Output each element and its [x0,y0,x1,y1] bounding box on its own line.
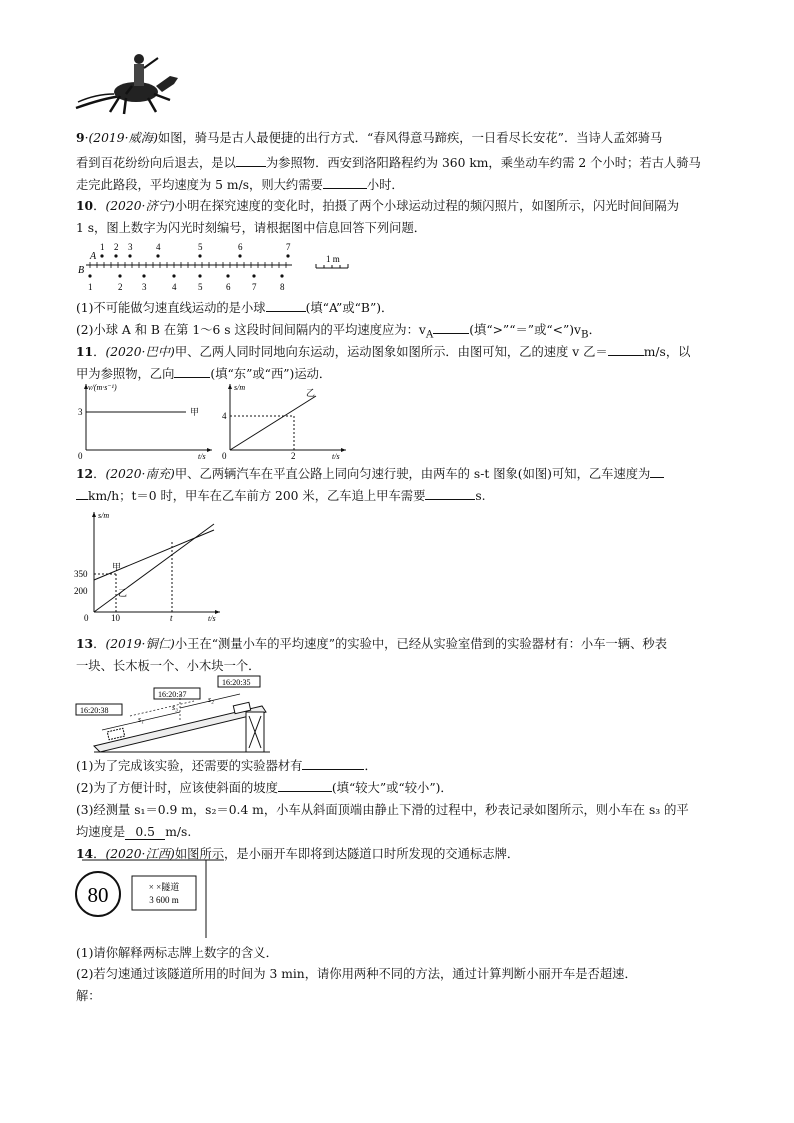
q12-text1a: 甲、乙两辆汽车在平直公路上同向匀速行驶，由两车的 s-t 图象(如图)可知，乙车速度为 [174,467,651,481]
q14-number: 14 [76,846,94,861]
q11-graph-distance [220,382,350,460]
q11-g1-yval: 3 [78,407,83,417]
q11-source: (2020·巴中) [105,345,175,359]
q13-incline-figure [74,672,274,756]
q9-text3b: 小时． [366,178,404,192]
q10-a-num-1: 1 [100,242,105,252]
q9-text1: 如图，骑马是古人最便捷的出行方式．“春风得意马蹄疾，一日看尽长安花”．当诗人孟郊骑马 [157,131,663,145]
q12-line2 [76,489,486,503]
q13-blank2[interactable] [278,791,332,792]
q10-blank1[interactable] [266,311,306,312]
q14-source: (2020·江西) [105,847,175,861]
q12-blank1[interactable] [650,477,664,478]
q13-sub2a: (2)为了方便计时，应该使斜面的坡度 [76,781,278,795]
q10-a-num-3: 3 [128,242,133,252]
q11-line1: 11．(2020·巴中)甲、乙两人同时同地向东运动，运动图象如图所示．由图可知，乙的速度 v 乙＝ m/s，以 [76,344,691,359]
q10-sub1a: (1)不可能做匀速直线运动的是小球 [76,301,266,315]
q14-tunnel-length: 3 600 m [149,895,179,905]
q9-text2b: 为参照物．西安到洛阳路程约为 360 km，乘坐动车约需 2 个小时；若古人骑马 [265,156,701,170]
q10-sub1b: (填“A”或“B”)． [305,301,394,315]
q13-sub3 [76,803,689,817]
q10-label-b: B [78,265,85,276]
q10-number: 10 [76,198,94,213]
q11-text1a: 甲、乙两人同时同地向东运动，运动图象如图所示．由图可知，乙的速度 v 乙＝ [174,345,608,359]
q13-source: (2019·铜仁) [105,637,175,651]
q10-sub2a: (2)小球 A 和 B 在第 1～6 s 这段时间间隔内的平均速度应为：v [76,323,426,337]
q9-text3a: 走完此路段，平均速度为 5 m/s，则大约需要 [76,178,323,192]
q10-b-num-6: 6 [226,282,231,292]
q12-origin: 0 [84,613,89,623]
q9-blank2[interactable] [323,188,367,189]
q12-ylabel: s/m [98,511,110,520]
q13-answer: 0.5 [125,825,165,840]
q10-text2: 1 s，图上数字为闪光时刻编号，请根据图中信息回答下列问题． [76,221,427,235]
q13-sub3c: m/s. [165,825,192,839]
q14-sub1 [76,946,278,960]
q10-line2 [76,221,426,235]
q10-scale-label: 1 m [326,254,340,264]
q11-number: 11 [76,344,94,359]
q11-g2-xval: 2 [291,451,296,460]
q14-sub1: (1)请你解释两标志牌上数字的含义． [76,946,278,960]
q13-text2: 一块、长木板一个、小木块一个． [76,659,261,673]
q10-b-num-5: 5 [198,282,203,292]
q12-blank2[interactable] [425,499,475,500]
q11-graph-velocity [76,382,216,460]
q14-tunnel-name: × ×隧道 [148,882,180,892]
q13-sub1a: (1)为了完成该实验，还需要的实验器材有 [76,759,303,773]
q10-strobe-figure [76,240,356,296]
q13-line1: 13．(2019·铜仁)小王在“测量小车的平均速度”的实验中，已经从实验室借到的实验器材有：小车一辆、秒表 [76,636,667,651]
q11-g2-origin: 0 [222,451,227,460]
q13-text1: 小王在“测量小车的平均速度”的实验中，已经从实验室借到的实验器材有：小车一辆、秒表 [174,637,667,651]
q10-b-num-7: 7 [252,282,257,292]
q10-a-num-7: 7 [286,242,291,252]
q11-blank1[interactable] [608,355,644,356]
q11-g2-series: 乙 [306,388,316,398]
q13-sub3b: 均速度是 [76,825,126,839]
q14-sub2 [76,967,637,981]
q12-text2a: km/h；t＝0 时，甲车在乙车前方 200 米，乙车追上甲车需要 [88,489,426,503]
q11-blank2[interactable] [174,377,210,378]
q9-number: 9 [76,130,85,145]
q14-answer-label [76,989,101,1003]
q13-sub1 [76,759,377,773]
q14-sub2: (2)若匀速通过该隧道所用的时间为 3 min，请你用两种不同的方法，通过计算判断小丽开车是否超速． [76,967,637,981]
q14-text1: 如图所示，是小丽开车即将到达隧道口时所发现的交通标志牌． [174,847,520,861]
q12-y1: 350 [74,569,88,579]
q10-sub1 [76,301,393,315]
q12-blank1-cont [76,499,88,500]
q11-g2-xlabel: t/s [332,452,340,460]
q12-y2: 200 [74,586,88,596]
q10-a-num-5: 5 [198,242,203,252]
q13-number: 13 [76,636,94,651]
q13-time1: 16:20:38 [80,706,109,715]
q10-b-num-2: 2 [118,282,123,292]
q10-label-a: A [90,251,97,262]
q11-text2b: (填“东”或“西”)运动． [210,367,332,381]
q12-number: 12 [76,466,94,481]
q11-g2-ylabel: s/m [234,383,246,392]
q10-b-num-3: 3 [142,282,147,292]
q13-s2: s₂ [208,695,214,704]
q10-line1: 10．(2020·济宁)小明在探究速度的变化时，拍摄了两个小球运动过程的频闪照片，如图所示，闪光时间间隔为 [76,198,680,213]
q12-label-yi: 乙 [118,588,128,598]
q12-source: (2020·南充) [105,467,175,481]
q13-time3: 16:20:35 [222,678,251,687]
q10-blank2[interactable] [433,333,469,334]
q9-line2 [76,156,701,170]
q10-a-num-2: 2 [114,242,119,252]
q12-xlabel: t/s [208,614,216,623]
q12-text2b: s. [475,489,486,503]
q9-source: (2019·威海) [88,131,158,145]
q12-graph [72,508,232,626]
q13-s1: s₁ [138,715,144,724]
q10-sub2: (2)小球 A 和 B 在第 1～6 s 这段时间间隔内的平均速度应为：$v_A$ (填“>”“＝”或“$<”)v_B$． [76,323,601,341]
q9-line3 [76,178,404,192]
q10-a-num-4: 4 [156,242,161,252]
q10-sub2b: (填“>”“＝”或“<”)v [469,323,582,337]
q11-line2 [76,367,331,381]
q14-traffic-signs [72,858,232,940]
q13-sub3-line2 [76,825,191,840]
q12-x2: t [170,613,173,623]
q14-answer-label-text: 解： [76,989,101,1003]
q14-line1: 14．(2020·江西)如图所示，是小丽开车即将到达隧道口时所发现的交通标志牌． [76,846,520,861]
q13-sub1b: ． [364,759,377,773]
q11-text1b: m/s，以 [643,345,691,359]
q10-b-num-1: 1 [88,282,93,292]
q11-g1-origin: 0 [78,451,83,460]
q13-time2: 16:20:37 [158,690,187,699]
q10-b-num-4: 4 [172,282,177,292]
q11-g1-ylabel: v/(m·s⁻¹) [88,383,117,392]
q10-source: (2020·济宁) [105,199,175,213]
q14-speed-sign: 80 [87,883,109,907]
q10-text1: 小明在探究速度的变化时，拍摄了两个小球运动过程的频闪照片，如图所示，闪光时间间隔为 [174,199,680,213]
q13-sub2b: (填“较大”或“较小”)． [331,781,453,795]
q9-text2a: 看到百花纷纷向后退去，是以 [76,156,236,170]
q9-line1: 9·(2019·威海)如图，骑马是古人最便捷的出行方式．“春风得意马蹄疾，一日看尽长安花”．当诗人孟郊骑马 [76,130,663,145]
q13-blank1[interactable] [302,769,364,770]
q10-b-num-8: 8 [280,282,285,292]
q13-sub2 [76,781,453,795]
q11-g1-xlabel: t/s [198,452,206,460]
q13-s3: s₃ [172,703,178,712]
q13-sub3a: (3)经测量 s₁＝0.9 m，s₂＝0.4 m，小车从斜面顶端由静止下滑的过程中，秒表记录如图所示，则小车在 s₃ 的平 [76,803,689,817]
q12-line1: 12．(2020·南充)甲、乙两辆汽车在平直公路上同向匀速行驶，由两车的 s-t 图象(如图)可知，乙车速度为 [76,467,664,481]
q10-a-num-6: 6 [238,242,243,252]
horse-rider-illustration [74,50,194,120]
q11-text2a: 甲为参照物，乙向 [76,367,175,381]
q13-line2 [76,659,260,673]
q12-label-jia: 甲 [112,562,122,572]
q11-g2-yval: 4 [222,411,227,421]
q11-g1-series: 甲 [190,407,200,417]
q12-x1: 10 [111,613,120,623]
q9-blank1[interactable] [236,166,266,167]
